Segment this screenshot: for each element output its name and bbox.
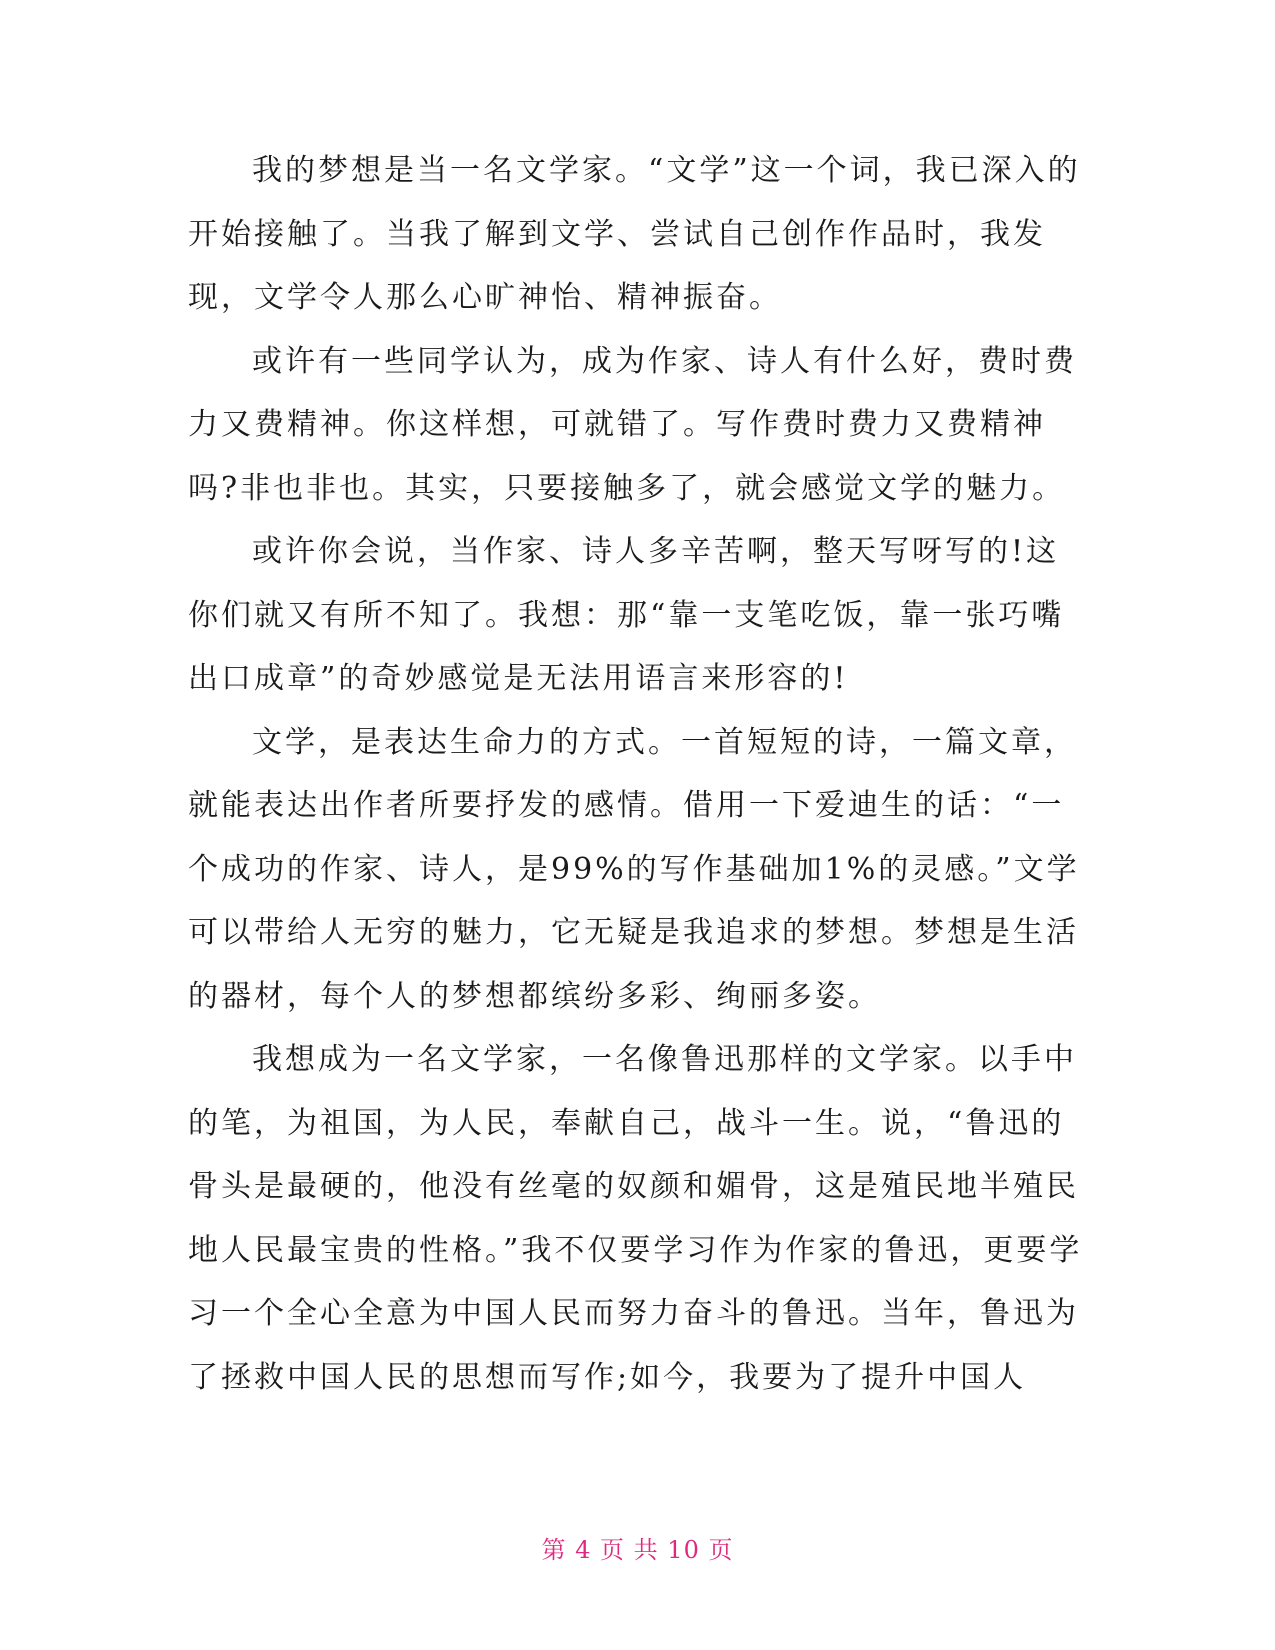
paragraph-3: 或许你会说，当作家、诗人多辛苦啊，整天写呀写的!这你们就又有所不知了。我想：那“靠一支笔吃饭，靠一张巧嘴出口成章”的奇妙感觉是无法用语言来形容的!: [188, 534, 1065, 696]
paragraph-2: 或许有一些同学认为，成为作家、诗人有什么好，费时费力又费精神。你这样想，可就错了。写作费时费力又费精神吗?非也非也。其实，只要接触多了，就会感觉文学的魅力。: [188, 343, 1077, 506]
paragraph-5: 我想成为一名文学家，一名像鲁迅那样的文学家。以手中的笔，为祖国，为人民，奉献自己，战斗一生。说，“鲁迅的骨头是最硬的，他没有丝毫的奴颜和媚骨，这是殖民地半殖民地人民最宝贵的性格。”我不仅要学习作为作家的鲁迅，更要学习一个全心全意为中国人民而努力奋斗的鲁迅。当年，鲁迅为了拯救中国人民的思想而写作;如今，我要为了提升中国人: [188, 1042, 1083, 1395]
paragraph-4: 文学，是表达生命力的方式。一首短短的诗，一篇文章，就能表达出作者所要抒发的感情。借用一下爱迪生的话：“一个成功的作家、诗人，是99%的写作基础加1%的灵感。”文学可以带给人无穷的魅力，它无疑是我追求的梦想。梦想是生活的器材，每个人的梦想都缤纷多彩、绚丽多姿。: [188, 724, 1080, 1014]
page-number-label: 第 4 页 共 10 页: [541, 1536, 734, 1564]
document-body: [188, 139, 1088, 1409]
paragraph-1: 我的梦想是当一名文学家。“文学”这一个词，我已深入的开始接触了。当我了解到文学、尝试自己创作作品时，我发现，文学令人那么心旷神怡、精神振奋。: [188, 153, 1081, 315]
page-footer: [0, 1530, 1275, 1565]
